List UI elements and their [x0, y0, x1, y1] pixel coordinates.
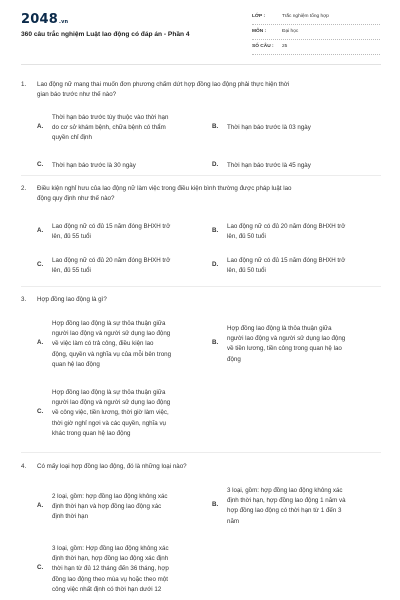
logo-text: 2048 — [21, 12, 58, 27]
option-letter: A. — [37, 502, 44, 509]
option-line: người lao động và người sử dụng lao động — [52, 330, 171, 338]
meta-key: SỐ CÂU : — [252, 44, 274, 49]
option-line: thời giờ nghỉ ngơi và các quyền, nghĩa vụ — [52, 419, 166, 427]
option-line: Thời hạn báo trước là 30 ngày — [52, 162, 136, 169]
option-line: đồng lao động theo mùa vụ hoặc theo một — [52, 575, 168, 583]
option-line: Hợp đồng lao động là sự thỏa thuận giữa — [52, 389, 166, 396]
question-text — [37, 184, 377, 204]
option-letter: B. — [212, 123, 219, 130]
option-letter: B. — [212, 227, 219, 234]
option-line: lên, đủ 50 tuổi — [227, 267, 266, 275]
option-line: lên, đủ 55 tuổi — [52, 233, 91, 241]
option-line: về việc làm có trả công, điều kiện lao — [52, 340, 154, 348]
option-line: 2 loại, gồm: hợp đồng lao động không xác — [52, 493, 168, 500]
question-line: động quy định như thế nào? — [37, 195, 115, 202]
question-line: Hợp đồng lao động là gì? — [37, 296, 107, 303]
option-text — [52, 388, 170, 439]
option-text — [227, 222, 345, 242]
option-letter: B. — [212, 339, 219, 346]
logo-suffix: .vn — [58, 19, 69, 25]
option-line: quyền chỉ định — [52, 134, 92, 142]
option-text — [52, 113, 168, 144]
option-letter: D. — [212, 261, 219, 268]
option-line: về công việc, tiền lương, thời giờ làm việc, — [52, 409, 169, 417]
option-line: Hợp đồng lao động là sự thỏa thuận giữa — [52, 320, 166, 327]
question-separator — [21, 175, 381, 176]
site-logo[interactable] — [21, 12, 68, 27]
option-line: Thời hạn báo trước là 45 ngày — [227, 162, 311, 169]
option-text — [227, 486, 346, 527]
meta-row-class — [252, 12, 380, 25]
option-line: định thời hạn, hợp đồng lao động xác định — [52, 555, 169, 563]
question-number: 2. — [21, 185, 27, 192]
option-line: Lao động nữ có đủ 15 năm đóng BHXH trở — [52, 223, 171, 230]
option-line: định thời hạn — [52, 513, 89, 521]
meta-value: Trắc nghiệm tổng hợp — [282, 14, 329, 19]
question-line: Lao động nữ mang thai muốn đơn phương chấm dứt hợp đồng lao động phải thực hiện thời — [37, 81, 290, 88]
meta-row-subject — [252, 27, 380, 40]
option-text — [52, 319, 171, 370]
meta-value: 25 — [282, 44, 288, 49]
option-line: 3 loại, gồm: hợp đồng lao động không xác — [227, 487, 343, 494]
option-line: 3 loại, gồm: Hợp đồng lao động không xác — [52, 545, 169, 552]
option-text — [227, 256, 345, 276]
option-letter: A. — [37, 227, 44, 234]
option-line: hợp đồng lao động có thời hạn từ 1 đến 3 — [227, 507, 342, 515]
option-line: người lao động và người sử dụng lao động — [52, 399, 171, 407]
meta-key: LỚP : — [252, 14, 266, 19]
option-letter: B. — [212, 501, 219, 508]
question-text — [37, 80, 377, 100]
question-line: gian báo trước như thế nào? — [37, 91, 117, 98]
document-header — [0, 0, 400, 62]
question-line: Điều kiện nghỉ hưu của lao động nữ làm việc trong điều kiện bình thường được pháp luật lao — [37, 185, 292, 192]
option-text — [52, 256, 170, 276]
option-text — [52, 492, 168, 523]
option-text — [52, 544, 169, 595]
header-divider — [21, 64, 381, 65]
option-letter: C. — [37, 161, 44, 168]
option-line: công việc nhất định có thời hạn dưới 12 — [52, 585, 162, 593]
option-line: Lao động nữ có đủ 20 năm đóng BHXH trở — [227, 223, 346, 230]
option-line: Lao động nữ có đủ 20 năm đóng BHXH trở — [52, 257, 171, 264]
question-number: 4. — [21, 463, 27, 470]
option-line: định thời hạn, hợp đồng lao động 1 năm và — [227, 497, 346, 505]
option-text — [227, 161, 311, 171]
option-text — [52, 161, 136, 171]
question-line: Có mấy loại hợp đồng lao động, đó là những loại nào? — [37, 463, 187, 470]
question-text — [37, 462, 377, 472]
meta-value: Đại học — [282, 29, 299, 34]
question-number: 3. — [21, 296, 27, 303]
option-letter: C. — [37, 564, 44, 571]
option-letter: C. — [37, 408, 44, 415]
option-letter: A. — [37, 123, 44, 130]
option-line: người lao động và người sử dụng lao động — [227, 335, 346, 343]
question-text — [37, 295, 377, 305]
option-letter: C. — [37, 261, 44, 268]
option-line: thời hạn từ đủ 12 tháng đến 36 tháng, hợp — [52, 565, 169, 573]
question-number: 1. — [21, 81, 27, 88]
option-letter: A. — [37, 339, 44, 346]
option-line: động — [227, 355, 241, 363]
option-line: động, quyền và nghĩa vụ của mỗi bên trong — [52, 350, 172, 358]
option-text — [52, 222, 170, 242]
option-line: lên, đủ 55 tuổi — [52, 267, 91, 275]
option-line: khác trong quan hệ lao động — [52, 429, 131, 437]
meta-key: MÔN : — [252, 29, 267, 34]
option-line: về tiền lương, tiền công trong quan hệ lao — [227, 345, 342, 353]
option-letter: D. — [212, 161, 219, 168]
option-line: Hợp đồng lao động là thỏa thuận giữa — [227, 325, 332, 332]
option-line: Thời hạn báo trước tùy thuộc vào thời hạn — [52, 114, 169, 121]
option-line: do cơ sở khám bệnh, chữa bệnh có thẩm — [52, 124, 166, 132]
option-line: lên, đủ 50 tuổi — [227, 233, 266, 241]
option-line: định thời hạn và hợp đồng lao động xác — [52, 503, 162, 511]
option-line: quan hệ lao động — [52, 360, 100, 368]
option-text — [227, 123, 311, 133]
document-title: 360 câu trắc nghiệm Luật lao động có đáp án - Phần 4 — [21, 31, 190, 38]
option-line: Thời hạn báo trước là 03 ngày — [227, 124, 311, 131]
question-separator — [21, 452, 381, 453]
option-line: Lao động nữ có đủ 15 năm đóng BHXH trở — [227, 257, 346, 264]
option-line: năm — [227, 517, 240, 525]
question-separator — [21, 286, 381, 287]
option-text — [227, 324, 345, 365]
meta-row-count — [252, 42, 380, 55]
